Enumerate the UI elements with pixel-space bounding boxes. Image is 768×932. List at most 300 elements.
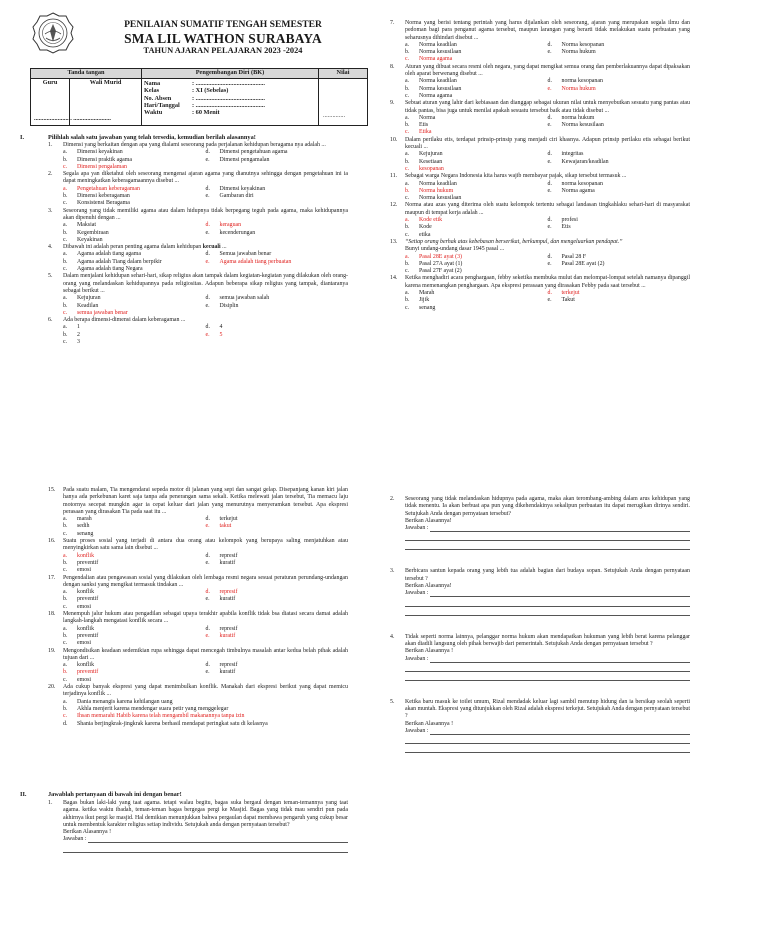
option-letter: d. xyxy=(547,151,552,158)
option-text: norma kesopanan xyxy=(561,78,603,85)
answer-options xyxy=(405,254,690,276)
answer-option[interactable] xyxy=(63,251,206,258)
option-text: Pasal 28E ayat (3) xyxy=(419,253,463,260)
answer-label: Jawaban : xyxy=(405,525,429,532)
option-text: sedih xyxy=(77,523,90,530)
parent-signature-cell[interactable] xyxy=(70,79,142,126)
answer-option[interactable] xyxy=(63,523,206,530)
answer-line[interactable] xyxy=(405,543,690,550)
answer-option[interactable] xyxy=(405,254,548,261)
answer-option[interactable] xyxy=(63,596,206,603)
question-text: Pada suatu malam, Tia mengendarai sepeda motor di jalanan yang sepi dan sangat gelap. Disepanjang kanan kiri jalan hanya ada perkebunan karet saja tanpa ada penerangan sama sekali. Ketika melewati jalan tersebut, Tia memacu laju motornya secepat mungkin agar ia cepat keluar dari jalan yang menurutnya menyeramkan tersebut. Apa ekspresi perasaan yang dirasakan Tia pada saat itu ... xyxy=(63,487,348,515)
answer-label: Jawaban : xyxy=(405,728,429,735)
option-text: 4 xyxy=(219,324,223,331)
answer-option[interactable] xyxy=(548,122,691,129)
answer-line[interactable] xyxy=(430,656,690,663)
question-number: 17. xyxy=(48,574,56,581)
answer-option[interactable] xyxy=(63,222,206,229)
question-text: Dalam menjalani kehidupan sehari-hari, sikap religius akan tampak dalam kegiatan-kegiatan yang dilakukan oleh orang-orang yang melandaskan kehidupannya pada religiositas. Adapun beberapa sikap religius yang tampak, diantaranya sebagai berikut ... xyxy=(63,273,348,294)
answer-option[interactable] xyxy=(206,193,349,200)
option-text: Agama adalah tiang Negara xyxy=(77,266,143,273)
answer-option[interactable] xyxy=(548,181,691,188)
answer-option[interactable] xyxy=(405,93,548,100)
question-stem xyxy=(390,202,690,217)
essay-stem xyxy=(390,568,690,615)
answer-option[interactable] xyxy=(206,560,349,567)
option-letter: a. xyxy=(63,185,68,192)
answer-option[interactable] xyxy=(206,523,349,530)
option-letter: d. xyxy=(205,295,210,302)
option-text: Etis xyxy=(419,122,429,129)
option-text: Jijik xyxy=(419,297,430,304)
question-stem xyxy=(48,487,348,516)
field-row[interactable] xyxy=(144,102,316,109)
question-stem xyxy=(390,173,690,180)
answer-option[interactable] xyxy=(63,310,206,317)
option-letter: d. xyxy=(63,720,68,727)
option-text: emosi xyxy=(77,640,92,647)
option-letter: d. xyxy=(547,41,552,48)
answer-option[interactable] xyxy=(63,706,348,713)
option-letter: d. xyxy=(205,251,210,258)
answer-option[interactable] xyxy=(206,596,349,603)
option-text: Norma agama xyxy=(561,187,595,194)
question-stem xyxy=(390,239,690,254)
question-text: Norma yang berisi tentang perintah yang harus dijalankan oleh seseorang, ajaran yang merupakan segala ilmu dan pedoman bagi para penganut agama tersebut, maupun larangan yang berarti tidak melakukan suatu perbuatan yang seharusnya dihindari disebut ... xyxy=(405,20,690,41)
answer-option[interactable] xyxy=(405,305,548,312)
answer-option[interactable] xyxy=(206,324,349,331)
question-text: Dimensi yang berkaitan dengan apa yang dialami seseorang pada perjalanan kehidupan beragama nya adalah ... xyxy=(63,142,326,148)
option-text: takut xyxy=(219,523,232,530)
question-stem xyxy=(390,275,690,290)
answer-options xyxy=(63,149,348,171)
option-letter: b. xyxy=(405,224,410,231)
option-text: represif xyxy=(219,552,238,559)
option-text: 5 xyxy=(219,331,223,338)
question-stem xyxy=(48,611,348,626)
question-11 xyxy=(390,173,690,202)
field-label: Kelas xyxy=(144,87,160,95)
option-text: Pasal 28E ayat (2) xyxy=(561,260,605,267)
answer-option[interactable] xyxy=(63,677,206,684)
option-text: Norma hukum xyxy=(561,85,596,92)
option-text: Dimensi praktik agama xyxy=(77,156,132,163)
essay-text: Seseorang yang tidak melandaskan hidupnya pada agama, maka akan terombang-ambing dalam arus kehidupan yang tidak menentu. Ia akan berbuat apa pun yang dikehendakinya sekalipun perbuatan itu dapat merugikan dirinya sendiri. Setujukah Anda dengan pernyataan tersebut? xyxy=(405,496,690,517)
option-letter: d. xyxy=(205,149,210,156)
answer-option[interactable] xyxy=(63,553,206,560)
question-text: Seseorang yang tidak memiliki agama atau dalam hidupnya tidak berpegang teguh pada agama, maka kehidupannya akan dipenuhi dengan ... xyxy=(63,207,348,221)
answer-option[interactable] xyxy=(63,604,206,611)
option-letter: c. xyxy=(405,92,410,99)
option-text: Dimensi keyakinan xyxy=(219,185,266,192)
answer-option[interactable] xyxy=(63,164,206,171)
answer-line[interactable] xyxy=(405,600,690,607)
quote-text: “Setiap orang berhak atas kebebasan berserikat, berkumpul, dan mengeluarkan pendapat.” xyxy=(405,238,623,245)
option-letter: c. xyxy=(63,309,68,316)
question-number: 12. xyxy=(390,202,398,209)
option-letter: d. xyxy=(205,589,210,596)
option-text: konflik xyxy=(77,552,95,559)
question-19 xyxy=(48,648,348,684)
answer-option[interactable] xyxy=(206,186,349,193)
option-text: keraguan xyxy=(219,222,242,229)
answer-options xyxy=(63,516,348,538)
essay-stem xyxy=(390,634,690,681)
answer-option[interactable] xyxy=(405,297,548,304)
answer-option[interactable] xyxy=(206,295,349,302)
question-number: 18. xyxy=(48,611,56,618)
answer-option[interactable] xyxy=(405,232,548,239)
score-cell[interactable] xyxy=(319,79,368,126)
essay-question-3 xyxy=(390,568,690,615)
answer-option[interactable] xyxy=(405,49,548,56)
option-letter: c. xyxy=(63,713,68,720)
answer-option[interactable] xyxy=(206,222,349,229)
answer-option[interactable] xyxy=(548,115,691,122)
answer-option[interactable] xyxy=(405,181,548,188)
answer-option[interactable] xyxy=(63,633,206,640)
option-letter: b. xyxy=(405,122,410,129)
answer-option[interactable] xyxy=(63,324,206,331)
option-text: Norma kesusilaan xyxy=(419,49,462,56)
option-letter: e. xyxy=(205,596,210,603)
option-text: semua jawaban salah xyxy=(219,295,270,302)
option-letter: d. xyxy=(547,217,552,224)
option-text: Gambaran diri xyxy=(219,193,254,200)
answer-option[interactable] xyxy=(206,303,349,310)
answer-option[interactable] xyxy=(206,626,349,633)
answer-option[interactable] xyxy=(63,237,206,244)
answer-option[interactable] xyxy=(206,259,349,266)
answer-option[interactable] xyxy=(63,295,206,302)
option-letter: c. xyxy=(63,200,68,207)
questions-left-column xyxy=(48,142,348,346)
reason-prompt: Berikan Alasannya ! xyxy=(405,720,454,727)
option-text: senang xyxy=(77,530,94,537)
answer-line[interactable] xyxy=(405,746,690,753)
answer-option[interactable] xyxy=(405,290,548,297)
exam-title: PENILAIAN SUMATIF TENGAH SEMESTER xyxy=(124,19,322,30)
answer-option[interactable] xyxy=(206,251,349,258)
essay-text: Ketika baru masuk ke toilet umum, Rizal mendadak keluar lagi sambil menutup hidung dan ia bersikap seolah seperti akan muntah. Ekspresi yang ditunjukkan oleh Rizal adalah ekspresi terkejut. Setujukah Anda dengan pernyataan tersebut ? xyxy=(405,698,690,720)
answer-option[interactable] xyxy=(63,721,348,728)
answer-option[interactable] xyxy=(548,188,691,195)
option-text: senang xyxy=(419,304,436,311)
option-letter: d. xyxy=(205,324,210,331)
option-letter: c. xyxy=(405,231,410,238)
field-row[interactable] xyxy=(144,95,316,102)
answer-option[interactable] xyxy=(548,290,691,297)
answer-option[interactable] xyxy=(405,188,548,195)
option-text: emosi xyxy=(77,603,92,610)
question-text: Pengendalian atau pengawasan sosial yang dilakukan oleh lembaga resmi negara sesuai peraturan perundang-undangan dengan sanksi yang mengikat termasuk tindakan ... xyxy=(63,574,348,588)
reason-prompt: Berikan Alasannya ! xyxy=(405,648,454,655)
answer-option[interactable] xyxy=(548,217,691,224)
answer-line[interactable] xyxy=(88,836,348,843)
question-1 xyxy=(48,142,348,171)
question-3 xyxy=(48,208,348,244)
answer-option[interactable] xyxy=(206,516,349,523)
option-text: Kewajaran/keadilan xyxy=(561,158,609,165)
option-text: Norma keadilan xyxy=(419,41,457,48)
option-text: Pengetahuan keberagaman xyxy=(77,185,140,192)
answer-option[interactable] xyxy=(63,259,206,266)
answer-line[interactable] xyxy=(430,590,690,597)
question-text: Ada cukup banyak ekspresi yang dapat menimbulkan konflik. Manakah dari ekspresi berikut yang dapat memicu terjadinya konflik ... xyxy=(63,684,348,698)
question-stem xyxy=(48,273,348,295)
option-letter: d. xyxy=(205,552,210,559)
option-letter: a. xyxy=(63,324,68,331)
option-text: emosi xyxy=(77,676,92,683)
question-18 xyxy=(48,611,348,647)
answer-line[interactable] xyxy=(430,525,690,532)
question-stem xyxy=(390,137,690,152)
answer-option[interactable] xyxy=(63,640,206,647)
option-letter: a. xyxy=(405,151,410,158)
option-text: Dimensi keyakinan xyxy=(77,149,123,156)
answer-option[interactable] xyxy=(206,553,349,560)
answer-options xyxy=(405,115,690,137)
answer-line[interactable] xyxy=(405,609,690,616)
answer-option[interactable] xyxy=(405,151,548,158)
answer-option[interactable] xyxy=(548,254,691,261)
answer-option[interactable] xyxy=(63,567,206,574)
option-letter: a. xyxy=(405,114,410,121)
answer-option[interactable] xyxy=(405,115,548,122)
option-letter: e. xyxy=(205,523,210,530)
answer-option[interactable] xyxy=(548,49,691,56)
answer-option[interactable] xyxy=(405,129,548,136)
answer-option[interactable] xyxy=(405,166,548,173)
school-seal-icon xyxy=(32,12,74,54)
parent-label: Wali Murid xyxy=(89,79,122,86)
option-letter: d. xyxy=(547,114,552,121)
option-letter: a. xyxy=(63,625,68,632)
answer-line[interactable] xyxy=(63,846,348,853)
option-letter: a. xyxy=(405,78,410,85)
option-letter: c. xyxy=(63,530,68,537)
teacher-signature-cell[interactable] xyxy=(31,79,70,126)
option-text: Norma hukum xyxy=(419,187,454,194)
question-text: Suatu proses sosial yang terjadi di antara dua orang atau kelompok yang berupaya saling menjatuhkan atau menyingkirkan satu sama lain disebut ... xyxy=(63,538,348,552)
option-text: Maksiat xyxy=(77,222,96,229)
answer-options xyxy=(405,290,690,312)
answer-option[interactable] xyxy=(63,157,206,164)
answer-option[interactable] xyxy=(63,303,206,310)
option-letter: c. xyxy=(405,56,410,63)
answer-option[interactable] xyxy=(548,86,691,93)
section-2-number: II. xyxy=(20,791,27,798)
option-letter: b. xyxy=(63,523,68,530)
option-letter: a. xyxy=(63,662,68,669)
answer-options xyxy=(63,295,348,317)
answer-option[interactable] xyxy=(405,224,548,231)
answer-option[interactable] xyxy=(63,516,206,523)
answer-option[interactable] xyxy=(405,159,548,166)
answer-line[interactable] xyxy=(430,728,690,735)
option-letter: c. xyxy=(405,129,410,136)
option-text: Norma agama xyxy=(419,56,453,63)
answer-option[interactable] xyxy=(206,230,349,237)
answer-row[interactable] xyxy=(405,525,690,532)
answer-option[interactable] xyxy=(206,157,349,164)
question-stem xyxy=(48,317,348,324)
school-name: SMA LIL WATHON SURABAYA xyxy=(124,31,322,46)
option-text: marah xyxy=(77,516,92,523)
option-letter: e. xyxy=(205,156,210,163)
essay-number: 3. xyxy=(390,568,395,575)
answer-option[interactable] xyxy=(405,217,548,224)
name-field[interactable]: : ............................................ xyxy=(192,80,265,87)
answer-option[interactable] xyxy=(63,200,206,207)
question-stem xyxy=(48,538,348,553)
option-text: semua jawaban benar xyxy=(77,309,128,316)
answer-option[interactable] xyxy=(405,195,548,202)
essay-number: 5. xyxy=(390,698,395,705)
question-stem xyxy=(48,142,348,149)
answer-option[interactable] xyxy=(548,151,691,158)
option-text: Dimensi pengamalan xyxy=(219,156,270,163)
answer-row[interactable] xyxy=(405,590,690,597)
option-letter: b. xyxy=(63,331,68,338)
option-text: kecenderungan xyxy=(219,229,256,236)
date-field[interactable]: : ............................................ xyxy=(192,101,265,109)
section-1-number: I. xyxy=(20,134,25,141)
option-text: Agama adalah Tiang dalam berpikir xyxy=(77,258,162,265)
answer-row[interactable] xyxy=(405,728,690,735)
option-text: Pasal 28 F xyxy=(561,253,587,260)
answer-option[interactable] xyxy=(63,193,206,200)
question-number: 13. xyxy=(390,238,398,245)
answer-option[interactable] xyxy=(548,224,691,231)
answer-line[interactable] xyxy=(405,737,690,744)
answer-option[interactable] xyxy=(63,713,348,720)
answer-option[interactable] xyxy=(548,297,691,304)
question-number: 2. xyxy=(48,171,53,178)
answer-option[interactable] xyxy=(405,86,548,93)
parent-signature-line: ........................ xyxy=(73,115,111,122)
answer-option[interactable] xyxy=(63,531,206,538)
option-text: Dimensi pengetahuan agama xyxy=(219,149,288,156)
option-text: 1 xyxy=(77,324,80,331)
question-text: Menempuh jalur hukum atau pengadilan sebagai upaya terakhir apabila konflik tidak bsa diatasi secara damai adalah langkah-langkah mengatasi konflik secara ... xyxy=(63,611,348,625)
answer-option[interactable] xyxy=(405,42,548,49)
answer-options xyxy=(63,699,348,728)
option-letter: e. xyxy=(547,224,552,231)
option-letter: e. xyxy=(547,187,552,194)
questions-right-column xyxy=(390,20,690,312)
answer-option[interactable] xyxy=(405,261,548,268)
answer-option[interactable] xyxy=(63,699,348,706)
answer-option[interactable] xyxy=(405,78,548,85)
option-text: Takut xyxy=(561,297,575,304)
answer-options xyxy=(63,553,348,575)
option-letter: e. xyxy=(205,669,210,676)
answer-option[interactable] xyxy=(63,626,206,633)
answer-option[interactable] xyxy=(206,669,349,676)
answer-option[interactable] xyxy=(548,261,691,268)
option-letter: b. xyxy=(405,158,410,165)
teacher-signature-line: ........................ xyxy=(34,115,72,122)
question-number: 8. xyxy=(390,63,395,70)
essay-question-1 xyxy=(48,800,348,853)
answer-option[interactable] xyxy=(206,332,349,339)
academic-year: TAHUN AJARAN PELAJARAN 2023 -2024 xyxy=(143,46,303,55)
absence-number-field[interactable]: : ............................................ xyxy=(192,94,265,102)
option-text: Norma kesusilaan xyxy=(419,85,462,92)
question-number: 1. xyxy=(48,142,53,148)
essay-body xyxy=(63,800,348,853)
option-letter: d. xyxy=(547,289,552,296)
option-letter: a. xyxy=(63,149,68,156)
option-letter: e. xyxy=(547,260,552,267)
option-text: preventif xyxy=(77,559,99,566)
answer-option[interactable] xyxy=(63,332,206,339)
option-text: Norma keadilan xyxy=(419,78,457,85)
answer-option[interactable] xyxy=(548,159,691,166)
answer-row[interactable] xyxy=(405,656,690,663)
option-letter: c. xyxy=(63,567,68,574)
option-text: represif xyxy=(219,589,238,596)
question-9 xyxy=(390,100,690,136)
answer-option[interactable] xyxy=(206,149,349,156)
answer-label: Jawaban : xyxy=(63,836,87,843)
option-text: Norma keadilan xyxy=(419,180,457,187)
option-letter: b. xyxy=(63,559,68,566)
option-letter: e. xyxy=(205,331,210,338)
option-letter: e. xyxy=(205,559,210,566)
option-letter: c. xyxy=(63,640,68,647)
option-letter: e. xyxy=(547,49,552,56)
question-number: 6. xyxy=(48,317,53,324)
option-letter: b. xyxy=(63,705,68,712)
question-7 xyxy=(390,20,690,64)
option-letter: e. xyxy=(547,85,552,92)
answer-option[interactable] xyxy=(63,186,206,193)
field-row[interactable] xyxy=(144,80,316,87)
answer-option[interactable] xyxy=(405,56,548,63)
answer-option[interactable] xyxy=(206,633,349,640)
answer-option[interactable] xyxy=(63,149,206,156)
answer-options xyxy=(405,42,690,64)
answer-option[interactable] xyxy=(63,339,206,346)
option-letter: a. xyxy=(405,289,410,296)
answer-line[interactable] xyxy=(405,665,690,672)
option-text: Dimensi pengalaman xyxy=(77,163,127,170)
option-text: preventif xyxy=(77,596,99,603)
option-text: etika xyxy=(419,231,431,238)
answer-option[interactable] xyxy=(405,122,548,129)
option-letter: a. xyxy=(63,295,68,302)
answer-option[interactable] xyxy=(63,266,206,273)
answer-option[interactable] xyxy=(548,42,691,49)
answer-row[interactable] xyxy=(63,836,348,843)
answer-option[interactable] xyxy=(548,78,691,85)
section-2-instruction: Jawablah pertanyaan di bawah ini dengan benar! xyxy=(48,791,182,798)
answer-option[interactable] xyxy=(63,230,206,237)
question-15 xyxy=(48,487,348,538)
question-text: Dibawah ini adalah peran penting agama dalam kehidupan kecuali ... xyxy=(63,244,227,251)
essay-stem xyxy=(390,496,690,550)
answer-line[interactable] xyxy=(405,534,690,541)
option-text: kuratif xyxy=(219,669,236,676)
answer-option[interactable] xyxy=(63,560,206,567)
option-text: norma hukum xyxy=(561,114,595,121)
option-text: Shania berjingkrak-jingkrak karena berhasil mendapat peringkat satu di kelasnya xyxy=(77,720,268,727)
answer-option[interactable] xyxy=(63,669,206,676)
option-text: Kode xyxy=(419,224,432,231)
answer-line[interactable] xyxy=(405,674,690,681)
